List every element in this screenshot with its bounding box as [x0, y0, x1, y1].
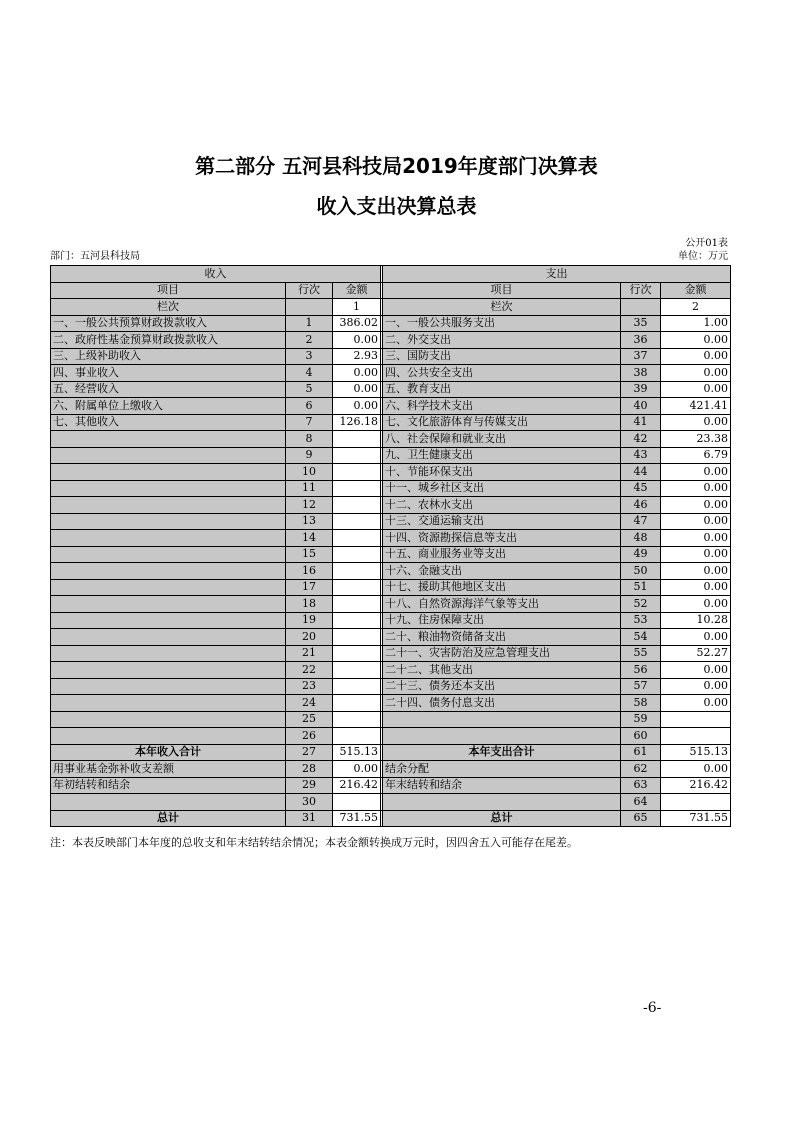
income-amount: [333, 695, 381, 712]
income-item-label: [51, 629, 286, 646]
expense-amount: 0.00: [661, 678, 731, 695]
expense-row-number: 39: [621, 381, 661, 398]
table-row: [51, 513, 731, 530]
expense-item-label: 二十一、灾害防治及应急管理支出: [383, 645, 621, 662]
expense-row-number: 56: [621, 662, 661, 679]
income-item-label: [51, 530, 286, 547]
income-amount: [333, 431, 381, 448]
expense-amount: 0.00: [661, 695, 731, 712]
income-item-label: 总计: [51, 810, 286, 827]
expense-amount: 10.28: [661, 612, 731, 629]
income-item-label: [51, 447, 286, 464]
income-amount: [333, 596, 381, 613]
header-columns-row: [51, 282, 731, 299]
expense-item-label: [383, 794, 621, 811]
expense-row-number: 59: [621, 711, 661, 728]
income-amount: [333, 728, 381, 745]
expense-item-label: 二、外交支出: [383, 332, 621, 349]
expense-amount: 421.41: [661, 398, 731, 415]
table-row: [51, 810, 731, 827]
income-row-number: 3: [286, 348, 333, 365]
table-row: [51, 332, 731, 349]
expense-item-label: 十一、城乡社区支出: [383, 480, 621, 497]
income-row-number: 14: [286, 530, 333, 547]
table-row: [51, 414, 731, 431]
table-row: [51, 711, 731, 728]
income-amount: 0.00: [333, 381, 381, 398]
income-column-label: 栏次: [51, 299, 286, 316]
income-amount: [333, 530, 381, 547]
table-row: [51, 546, 731, 563]
income-amount: [333, 480, 381, 497]
income-amount: [333, 645, 381, 662]
table-body: [51, 315, 731, 827]
department-label: 部门：五河县科技局: [50, 251, 140, 262]
income-item-label: 六、附属单位上缴收入: [51, 398, 286, 415]
income-row-number: 21: [286, 645, 333, 662]
income-amount: 216.42: [333, 777, 381, 794]
income-row-number: 10: [286, 464, 333, 481]
expense-amount: [661, 728, 731, 745]
income-row-number: 12: [286, 497, 333, 514]
income-row-number: 5: [286, 381, 333, 398]
expense-row-number: 65: [621, 810, 661, 827]
expense-row-number: 57: [621, 678, 661, 695]
income-row-number: 13: [286, 513, 333, 530]
expense-row-number: 38: [621, 365, 661, 382]
table-row: [51, 629, 731, 646]
expense-item-label: 二十四、债务付息支出: [383, 695, 621, 712]
income-row-number: 24: [286, 695, 333, 712]
table-row: [51, 315, 731, 332]
page-number: -6-: [643, 1000, 662, 1016]
expense-row-number: 42: [621, 431, 661, 448]
income-amount: 515.13: [333, 744, 381, 761]
expense-item-label: 十二、农林水支出: [383, 497, 621, 514]
income-amount: [333, 447, 381, 464]
income-item-label: 年初结转和结余: [51, 777, 286, 794]
income-item-label: [51, 546, 286, 563]
income-item-label: [51, 728, 286, 745]
income-row-number: 1: [286, 315, 333, 332]
expense-amount: 0.00: [661, 332, 731, 349]
expense-row-number: 47: [621, 513, 661, 530]
page-title: 第二部分 五河县科技局2019年度部门决算表: [195, 154, 598, 178]
income-row-number: 22: [286, 662, 333, 679]
income-item-label: [51, 431, 286, 448]
expense-row-number: 46: [621, 497, 661, 514]
income-amount: [333, 563, 381, 580]
income-row-number: 11: [286, 480, 333, 497]
expense-amount-header: 金额: [661, 282, 731, 299]
table-code: 公开01表: [685, 238, 728, 249]
expense-row-number: 49: [621, 546, 661, 563]
table-row: [51, 596, 731, 613]
income-row-number: 16: [286, 563, 333, 580]
column-2-label: 2: [661, 299, 731, 316]
table-row: [51, 480, 731, 497]
table-row: [51, 447, 731, 464]
income-row-number: 6: [286, 398, 333, 415]
expense-item-label: 十八、自然资源海洋气象等支出: [383, 596, 621, 613]
income-amount: [333, 513, 381, 530]
expense-row-number: 63: [621, 777, 661, 794]
expense-item-label: 七、文化旅游体育与传媒支出: [383, 414, 621, 431]
expense-row-number: 45: [621, 480, 661, 497]
expense-amount: 0.00: [661, 546, 731, 563]
income-row-number: 29: [286, 777, 333, 794]
expense-amount: 1.00: [661, 315, 731, 332]
income-item-label: [51, 711, 286, 728]
income-item-label: 一、一般公共预算财政拨款收入: [51, 315, 286, 332]
income-amount: 0.00: [333, 398, 381, 415]
income-item-label: [51, 513, 286, 530]
expense-amount: 0.00: [661, 414, 731, 431]
expense-item-label: 二十、粮油物资储备支出: [383, 629, 621, 646]
table-row: [51, 678, 731, 695]
expense-row-number: 62: [621, 761, 661, 778]
expense-item-label: 本年支出合计: [383, 744, 621, 761]
expense-item-label: 九、卫生健康支出: [383, 447, 621, 464]
table-row: [51, 381, 731, 398]
income-amount: 0.00: [333, 761, 381, 778]
expense-row-number: 37: [621, 348, 661, 365]
expense-item-label: 六、科学技术支出: [383, 398, 621, 415]
expense-item-label: 十、节能环保支出: [383, 464, 621, 481]
expense-rowno-header: 行次: [621, 282, 661, 299]
expense-item-label: 年末结转和结余: [383, 777, 621, 794]
income-row-number: 18: [286, 596, 333, 613]
table-row: [51, 794, 731, 811]
expense-row-number: 54: [621, 629, 661, 646]
expense-amount: 0.00: [661, 365, 731, 382]
expense-item-label: [383, 728, 621, 745]
expense-row-number: 52: [621, 596, 661, 613]
income-amount: [333, 794, 381, 811]
expense-item-label: 十五、商业服务业等支出: [383, 546, 621, 563]
income-amount: [333, 612, 381, 629]
income-row-number: 9: [286, 447, 333, 464]
income-item-label: 五、经营收入: [51, 381, 286, 398]
expense-amount: [661, 794, 731, 811]
expense-header: 支出: [383, 266, 731, 283]
expense-item-label: 结余分配: [383, 761, 621, 778]
income-row-number: 25: [286, 711, 333, 728]
expense-amount: 23.38: [661, 431, 731, 448]
expense-amount: 0.00: [661, 596, 731, 613]
income-amount: 386.02: [333, 315, 381, 332]
table-row: [51, 563, 731, 580]
income-row-number: 8: [286, 431, 333, 448]
expense-row-number: 36: [621, 332, 661, 349]
header-section-row: [51, 266, 731, 283]
income-row-number: 19: [286, 612, 333, 629]
income-item-label: [51, 662, 286, 679]
income-item-label: [51, 678, 286, 695]
income-row-number: 17: [286, 579, 333, 596]
income-amount: 0.00: [333, 365, 381, 382]
income-rowno-header: 行次: [286, 282, 333, 299]
income-row-number: 31: [286, 810, 333, 827]
expense-amount: 0.00: [661, 761, 731, 778]
table-row: [51, 695, 731, 712]
income-item-label: 用事业基金弥补收支差额: [51, 761, 286, 778]
income-item-header: 项目: [51, 282, 286, 299]
expense-amount: 0.00: [661, 480, 731, 497]
table-row: [51, 431, 731, 448]
income-item-label: 二、政府性基金预算财政拨款收入: [51, 332, 286, 349]
income-item-label: [51, 695, 286, 712]
income-row-number: 23: [286, 678, 333, 695]
table-row: [51, 761, 731, 778]
expense-amount: 0.00: [661, 464, 731, 481]
unit-label: 单位：万元: [678, 251, 728, 262]
expense-item-label: 十七、援助其他地区支出: [383, 579, 621, 596]
income-amount: [333, 711, 381, 728]
expense-item-label: 十六、金融支出: [383, 563, 621, 580]
income-item-label: [51, 497, 286, 514]
table-row: [51, 645, 731, 662]
expense-row-number: 40: [621, 398, 661, 415]
header-column-index-row: [51, 299, 731, 316]
income-item-label: [51, 596, 286, 613]
expense-row-number: 44: [621, 464, 661, 481]
expense-row-number: 55: [621, 645, 661, 662]
income-amount: [333, 662, 381, 679]
table-row: [51, 728, 731, 745]
expense-amount: 0.00: [661, 579, 731, 596]
table-row: [51, 612, 731, 629]
expense-item-label: 四、公共安全支出: [383, 365, 621, 382]
income-amount: 731.55: [333, 810, 381, 827]
expense-amount: 216.42: [661, 777, 731, 794]
expense-row-number: 43: [621, 447, 661, 464]
income-item-label: [51, 645, 286, 662]
table-row: [51, 497, 731, 514]
income-row-number: 20: [286, 629, 333, 646]
expense-amount: 0.00: [661, 348, 731, 365]
expense-row-number: 51: [621, 579, 661, 596]
expense-row-number: 48: [621, 530, 661, 547]
table-row: [51, 744, 731, 761]
income-amount-header: 金额: [333, 282, 381, 299]
footnote: 注：本表反映部门本年度的总收支和年末结转结余情况；本表金额转换成万元时，因四舍五入可能存在尾差。: [50, 836, 578, 849]
table-row: [51, 530, 731, 547]
expense-amount: 0.00: [661, 497, 731, 514]
income-row-number: 28: [286, 761, 333, 778]
income-row-number: 27: [286, 744, 333, 761]
expense-amount: 0.00: [661, 530, 731, 547]
expense-amount: 0.00: [661, 662, 731, 679]
table-row: [51, 365, 731, 382]
table-row: [51, 662, 731, 679]
expense-amount: 515.13: [661, 744, 731, 761]
expense-amount: 6.79: [661, 447, 731, 464]
expense-row-number: 35: [621, 315, 661, 332]
expense-amount: 0.00: [661, 381, 731, 398]
expense-row-number: 60: [621, 728, 661, 745]
income-row-number: 30: [286, 794, 333, 811]
income-amount: 0.00: [333, 332, 381, 349]
expense-item-label: 二十二、其他支出: [383, 662, 621, 679]
income-amount: [333, 579, 381, 596]
income-amount: 126.18: [333, 414, 381, 431]
expense-item-label: 总计: [383, 810, 621, 827]
income-row-number: 2: [286, 332, 333, 349]
expense-item-label: 二十三、债务还本支出: [383, 678, 621, 695]
income-amount: [333, 678, 381, 695]
expense-row-number: 64: [621, 794, 661, 811]
income-item-label: [51, 579, 286, 596]
table-row: [51, 464, 731, 481]
income-item-label: [51, 794, 286, 811]
expense-row-number: 61: [621, 744, 661, 761]
income-item-label: 本年收入合计: [51, 744, 286, 761]
table-subtitle: 收入支出决算总表: [316, 194, 477, 218]
expense-column-label: 栏次: [383, 299, 621, 316]
expense-amount: 731.55: [661, 810, 731, 827]
expense-amount: 0.00: [661, 513, 731, 530]
income-item-label: [51, 612, 286, 629]
income-amount: [333, 497, 381, 514]
income-item-label: 三、上级补助收入: [51, 348, 286, 365]
expense-row-number: 53: [621, 612, 661, 629]
table-row: [51, 348, 731, 365]
income-item-label: [51, 464, 286, 481]
column-1-label: 1: [333, 299, 381, 316]
table-row: [51, 579, 731, 596]
expense-row-number: 50: [621, 563, 661, 580]
income-row-number: 4: [286, 365, 333, 382]
income-amount: [333, 629, 381, 646]
income-amount: 2.93: [333, 348, 381, 365]
income-item-label: 四、事业收入: [51, 365, 286, 382]
expense-item-label: 八、社会保障和就业支出: [383, 431, 621, 448]
expense-item-label: [383, 711, 621, 728]
income-header: 收入: [51, 266, 381, 283]
expense-row-number: 58: [621, 695, 661, 712]
expense-item-label: 十四、资源勘探信息等支出: [383, 530, 621, 547]
expense-item-label: 三、国防支出: [383, 348, 621, 365]
expense-item-label: 十九、住房保障支出: [383, 612, 621, 629]
expense-item-label: 十三、交通运输支出: [383, 513, 621, 530]
income-item-label: [51, 563, 286, 580]
expense-row-number: 41: [621, 414, 661, 431]
table-row: [51, 777, 731, 794]
expense-amount: 52.27: [661, 645, 731, 662]
expense-amount: 0.00: [661, 563, 731, 580]
expense-item-label: 五、教育支出: [383, 381, 621, 398]
income-row-number: 26: [286, 728, 333, 745]
table-row: [51, 398, 731, 415]
income-item-label: 七、其他收入: [51, 414, 286, 431]
income-row-number: 15: [286, 546, 333, 563]
expense-amount: 0.00: [661, 629, 731, 646]
income-amount: [333, 546, 381, 563]
income-row-number: 7: [286, 414, 333, 431]
income-amount: [333, 464, 381, 481]
expense-item-label: 一、一般公共服务支出: [383, 315, 621, 332]
budget-summary-table: [50, 265, 731, 827]
income-item-label: [51, 480, 286, 497]
expense-item-header: 项目: [383, 282, 621, 299]
expense-amount: [661, 711, 731, 728]
